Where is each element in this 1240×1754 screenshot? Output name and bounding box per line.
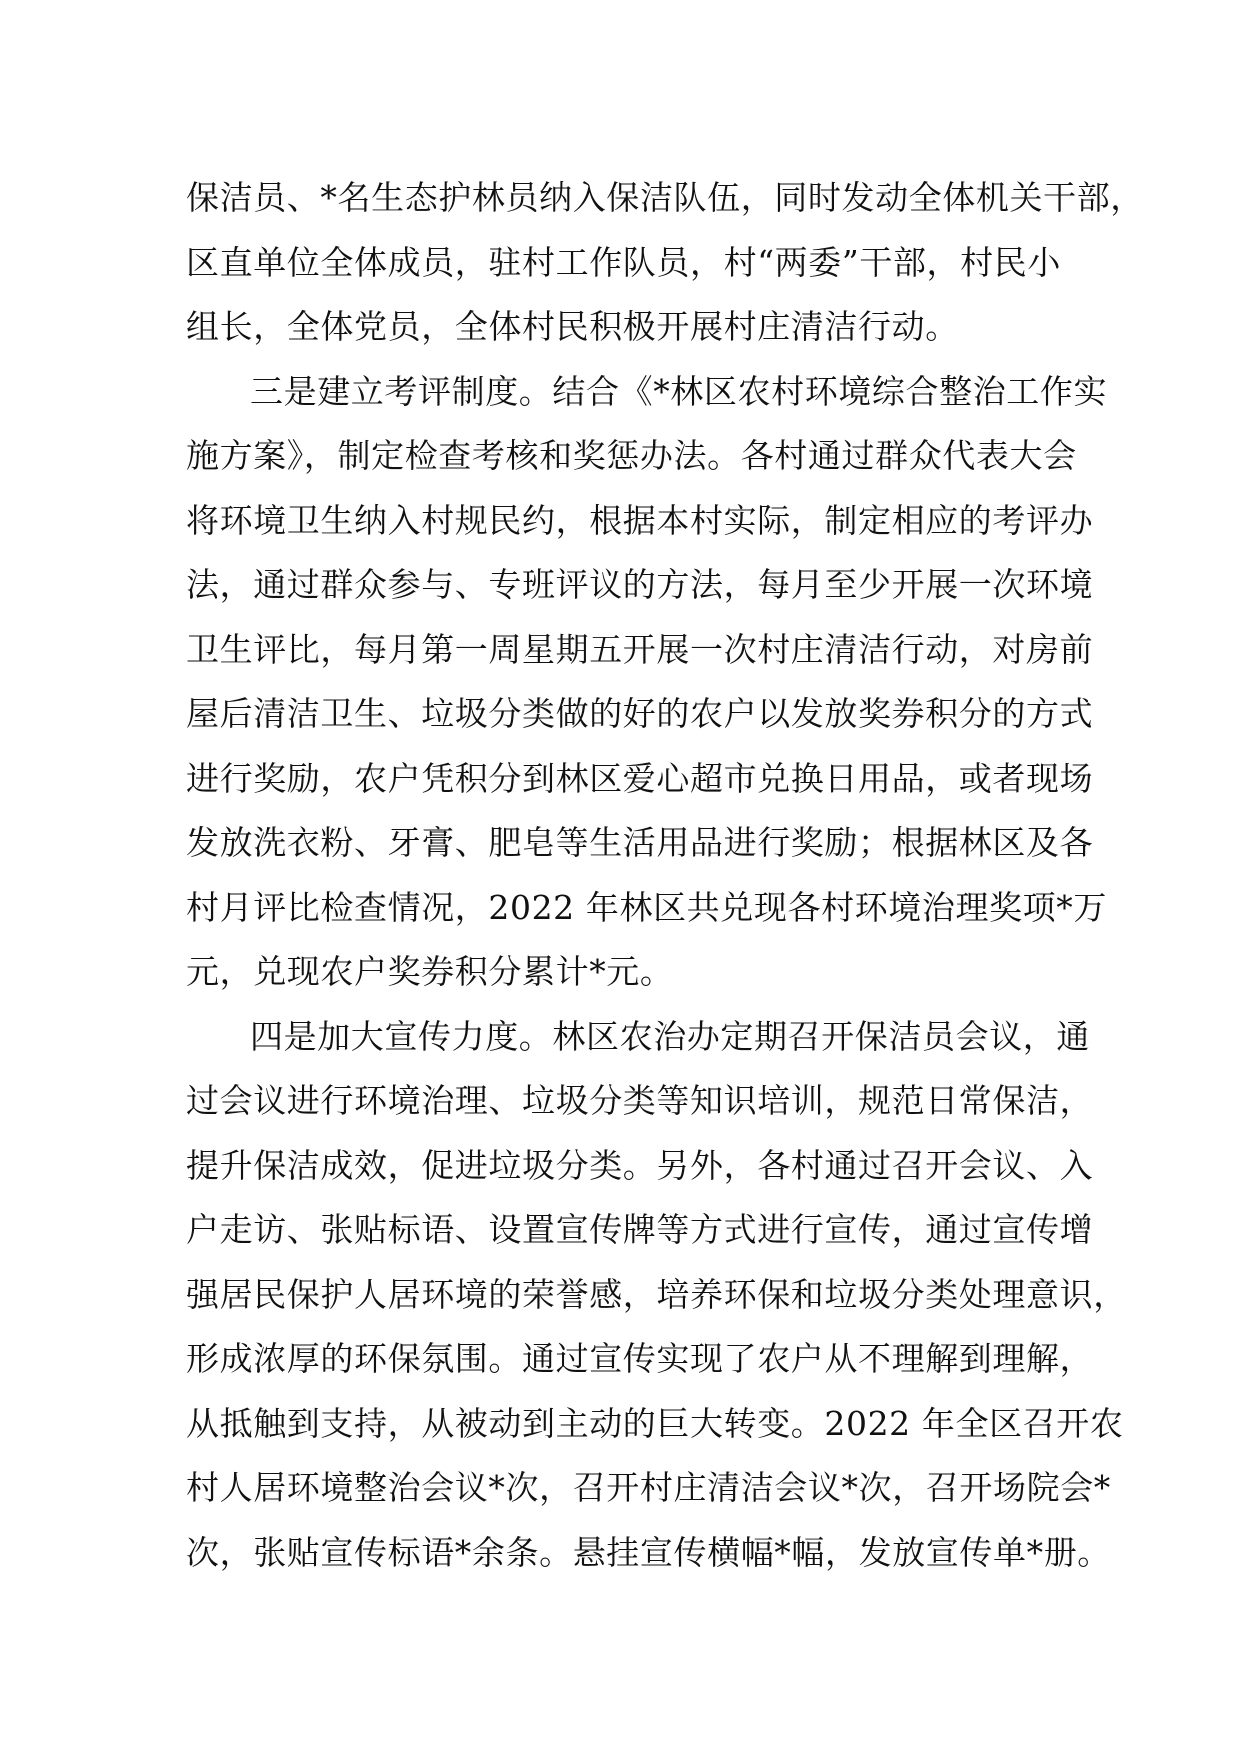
text-line: 卫生评比，每月第一周星期五开展一次村庄清洁行动，对房前	[186, 629, 1094, 669]
text-line: 形成浓厚的环保氛围。通过宣传实现了农户从不理解到理解，	[186, 1339, 1094, 1378]
text-line: 提升保洁成效，促进垃圾分类。另外，各村通过召开会议、入	[186, 1145, 1094, 1185]
text-line: 将环境卫生纳入村规民约，根据本村实际，制定相应的考评办	[186, 500, 1094, 540]
text-line: 法，通过群众参与、专班评议的方法，每月至少开展一次环境	[186, 565, 1094, 604]
paragraph-heading-line: 四是加大宣传力度。林区农治办定期召开保洁员会议，通	[250, 1016, 1090, 1056]
text-line: 进行奖励，农户凭积分到林区爱心超市兑换日用品，或者现场	[186, 758, 1094, 798]
text-line: 区直单位全体成员，驻村工作队员，村“两委”干部，村民小	[186, 242, 1061, 282]
text-line: 保洁员、*名生态护林员纳入保洁队伍，同时发动全体机关干部，	[186, 178, 1144, 217]
text-line: 次，张贴宣传标语*余条。悬挂宣传横幅*幅，发放宣传单*册。	[186, 1532, 1111, 1572]
text-line: 屋后清洁卫生、垃圾分类做的好的农户以发放奖券积分的方式	[186, 694, 1094, 733]
text-line: 发放洗衣粉、牙膏、肥皂等生活用品进行奖励；根据林区及各	[186, 823, 1094, 862]
paragraph-heading-line: 三是建立考评制度。结合《*林区农村环境综合整治工作实	[250, 371, 1108, 411]
body-text	[186, 166, 1144, 1585]
text-line: 组长，全体党员，全体村民积极开展村庄清洁行动。	[186, 307, 959, 346]
text-line: 从抵触到支持，从被动到主动的巨大转变。2022 年全区召开农	[186, 1403, 1124, 1443]
text-line: 施方案》，制定检查考核和奖惩办法。各村通过群众代表大会	[186, 436, 1077, 475]
text-line: 强居民保护人居环境的荣誉感，培养环保和垃圾分类处理意识，	[186, 1274, 1127, 1314]
text-line: 村人居环境整治会议*次，召开村庄清洁会议*次，召开场院会*	[186, 1468, 1111, 1507]
text-line: 村月评比检查情况，2022 年林区共兑现各村环境治理奖项*万	[186, 887, 1107, 927]
text-line: 户走访、张贴标语、设置宣传牌等方式进行宣传，通过宣传增	[186, 1210, 1094, 1249]
text-line: 过会议进行环境治理、垃圾分类等知识培训，规范日常保洁，	[186, 1081, 1094, 1120]
text-line: 元，兑现农户奖券积分累计*元。	[186, 952, 674, 991]
